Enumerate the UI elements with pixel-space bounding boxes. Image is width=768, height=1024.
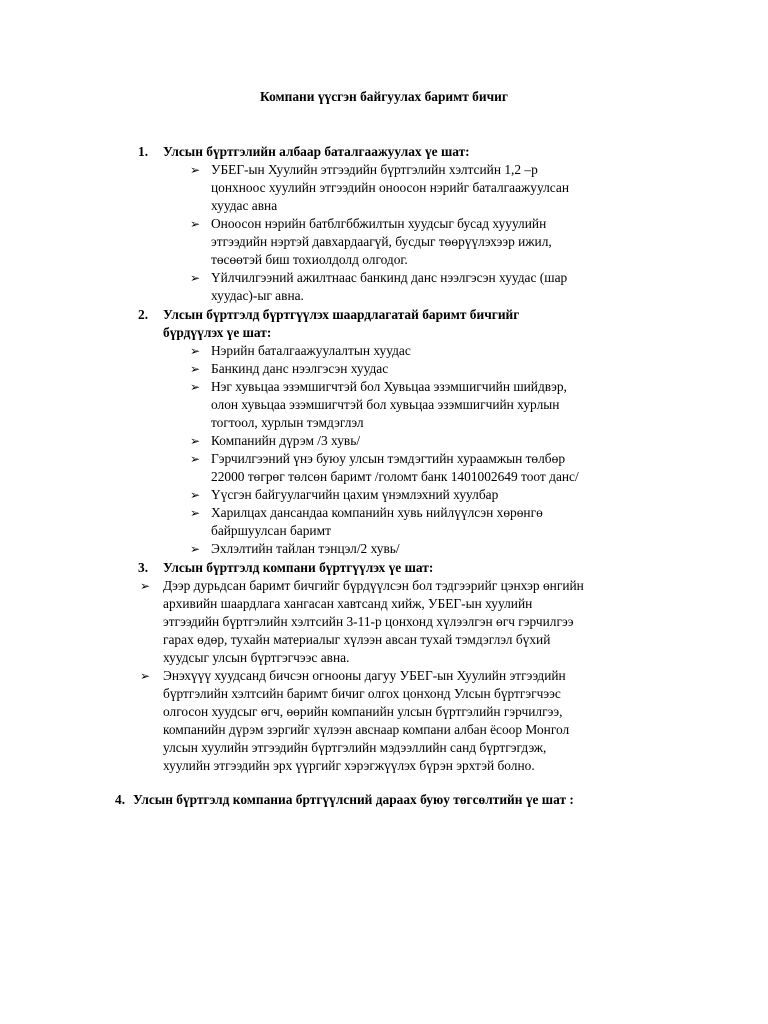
section-2-item-4: Компанийн дүрэм /3 хувь/ <box>211 433 361 448</box>
arrow-bullet-icon: ➢ <box>190 217 201 231</box>
section-2-item-3-line: тогтоол, хурлын тэмдэглэл <box>211 415 364 430</box>
section-2-item-5-line: Гэрчилгээний үнэ буюу улсын тэмдэгтийн хураамжын төлбөр <box>211 451 566 466</box>
section-3-number: 3. <box>138 560 149 575</box>
section-3-item-2-line: улсын хуулийн этгээдийн бүртгэлийн мэдээллийн санд бүртгэгдэж, <box>163 740 547 755</box>
section-2-item-7-line: байршуулсан баримт <box>211 523 331 538</box>
arrow-bullet-icon: ➢ <box>190 488 201 502</box>
section-4-number: 4. <box>115 792 126 807</box>
section-1-number: 1. <box>138 144 149 159</box>
arrow-bullet-icon: ➢ <box>190 506 201 520</box>
section-3-item-1-line: гарах өдөр, тухайн материалыг хүлээн авсан тухай тэмдэглэл бүхий <box>163 632 551 647</box>
arrow-bullet-icon: ➢ <box>190 362 201 376</box>
arrow-bullet-icon: ➢ <box>140 579 151 593</box>
section-1-item-3-line: Үйлчилгээний ажилтнаас банкинд данс нээлгэсэн хуудас (шар <box>211 270 568 285</box>
section-3-item-2-line: Энэхүүү хуудсанд бичсэн огнооны дагуу УБЕГ-ын Хуулийн этгээдийн <box>163 668 566 683</box>
section-1-item-2-line: этгээдийн нэртэй давхардаагүй, бусдыг төөрүүлэхээр ижил, <box>211 234 552 249</box>
arrow-bullet-icon: ➢ <box>190 344 201 358</box>
section-1-item-1-line: хуудас авна <box>211 198 278 213</box>
section-3-heading: Улсын бүртгэлд компани бүртгүүлэх үе шат: <box>163 560 434 575</box>
section-2-item-3-line: олон хувьцаа эзэмшигчтэй бол хувьцаа эзэмшигчийн хурлын <box>211 397 560 412</box>
section-3-item-2-line: олгосон хуудсыг өгч, өөрийн компанийн улсын бүртгэлийн гэрчилгээ, <box>163 704 563 719</box>
section-4-heading: Улсын бүртгэлд компаниа бртгүүлсний дараах буюу төгсөлтийн үе шат : <box>133 792 574 807</box>
arrow-bullet-icon: ➢ <box>190 163 201 177</box>
section-2-item-7-line: Харилцах дансандаа компанийн хувь нийлүүлсэн хөрөнгө <box>211 505 543 520</box>
arrow-bullet-icon: ➢ <box>190 434 201 448</box>
section-2-heading-line: Улсын бүртгэлд бүртгүүлэх шаардлагатай баримт бичгийг <box>163 307 520 322</box>
section-3-item-2-line: хуулийн этгээдийн эрх үүргийг хэрэгжүүлэх бүрэн эрхтэй болно. <box>163 758 535 773</box>
section-1-heading: Улсын бүртгэлийн албаар баталгаажуулах үе шат: <box>163 144 470 159</box>
section-1-item-3-line: хуудас)-ыг авна. <box>211 288 304 303</box>
arrow-bullet-icon: ➢ <box>190 271 201 285</box>
arrow-bullet-icon: ➢ <box>190 452 201 466</box>
section-2-item-6: Үүсгэн байгуулагчийн цахим үнэмлэхний хуулбар <box>211 487 499 502</box>
arrow-bullet-icon: ➢ <box>140 669 151 683</box>
section-2-heading-line: бүрдүүлэх үе шат: <box>163 325 272 340</box>
arrow-bullet-icon: ➢ <box>190 542 201 556</box>
section-3-item-2-line: компанийн дүрэм зэргийг хүлээн авснаар компани албан ёсоор Монгол <box>163 722 570 737</box>
arrow-bullet-icon: ➢ <box>190 380 201 394</box>
section-2-item-8: Эхлэлтийн тайлан тэнцэл/2 хувь/ <box>211 541 400 556</box>
section-2-item-2: Банкинд данс нээлгэсэн хуудас <box>211 361 389 376</box>
section-3-item-1-line: хуудсыг улсын бүртгэгчээс авна. <box>163 650 350 665</box>
section-2-item-1: Нэрийн баталгаажуулалтын хуудас <box>211 343 411 358</box>
section-1-item-2-line: төсөөтэй биш тохиолдолд олгодог. <box>211 252 408 267</box>
document-title: Компани үүсгэн байгуулах баримт бичиг <box>260 89 508 104</box>
section-3-item-1-line: Дээр дурьдсан баримт бичгийг бүрдүүлсэн бол тэдгээрийг цэнхэр өнгийн <box>163 578 584 593</box>
section-2-number: 2. <box>138 307 149 322</box>
section-3-item-1-line: этгээдийн бүртгэлийн хэлтсийн 3-11-р цонхонд хүлээлгэн өгч гэрчилгээ <box>163 614 574 629</box>
section-2-item-5-line: 22000 төгрөг төлсөн баримт /голомт банк 1401002649 тоот данс/ <box>211 469 579 484</box>
section-3-item-1-line: архивийн шаардлага хангасан хавтсанд хийж, УБЕГ-ын хуулийн <box>163 596 533 611</box>
section-2-item-3-line: Нэг хувьцаа эзэмшигчтэй бол Хувьцаа эзэмшигчийн шийдвэр, <box>211 379 567 394</box>
section-3-item-2-line: бүртгэлийн хэлтсийн баримт бичиг олгох цонхонд Улсын бүртгэгчээс <box>163 686 561 701</box>
section-1-item-2-line: Оноосон нэрийн батблгббжилтын хуудсыг бусад хууулийн <box>211 216 547 231</box>
section-1-item-1-line: цонхноос хуулийн этгээдийн оноосон нэрийг баталгаажуулсан <box>211 180 569 195</box>
section-1-item-1-line: УБЕГ-ын Хуулийн этгээдийн бүртгэлийн хэлтсийн 1,2 –р <box>211 162 538 177</box>
